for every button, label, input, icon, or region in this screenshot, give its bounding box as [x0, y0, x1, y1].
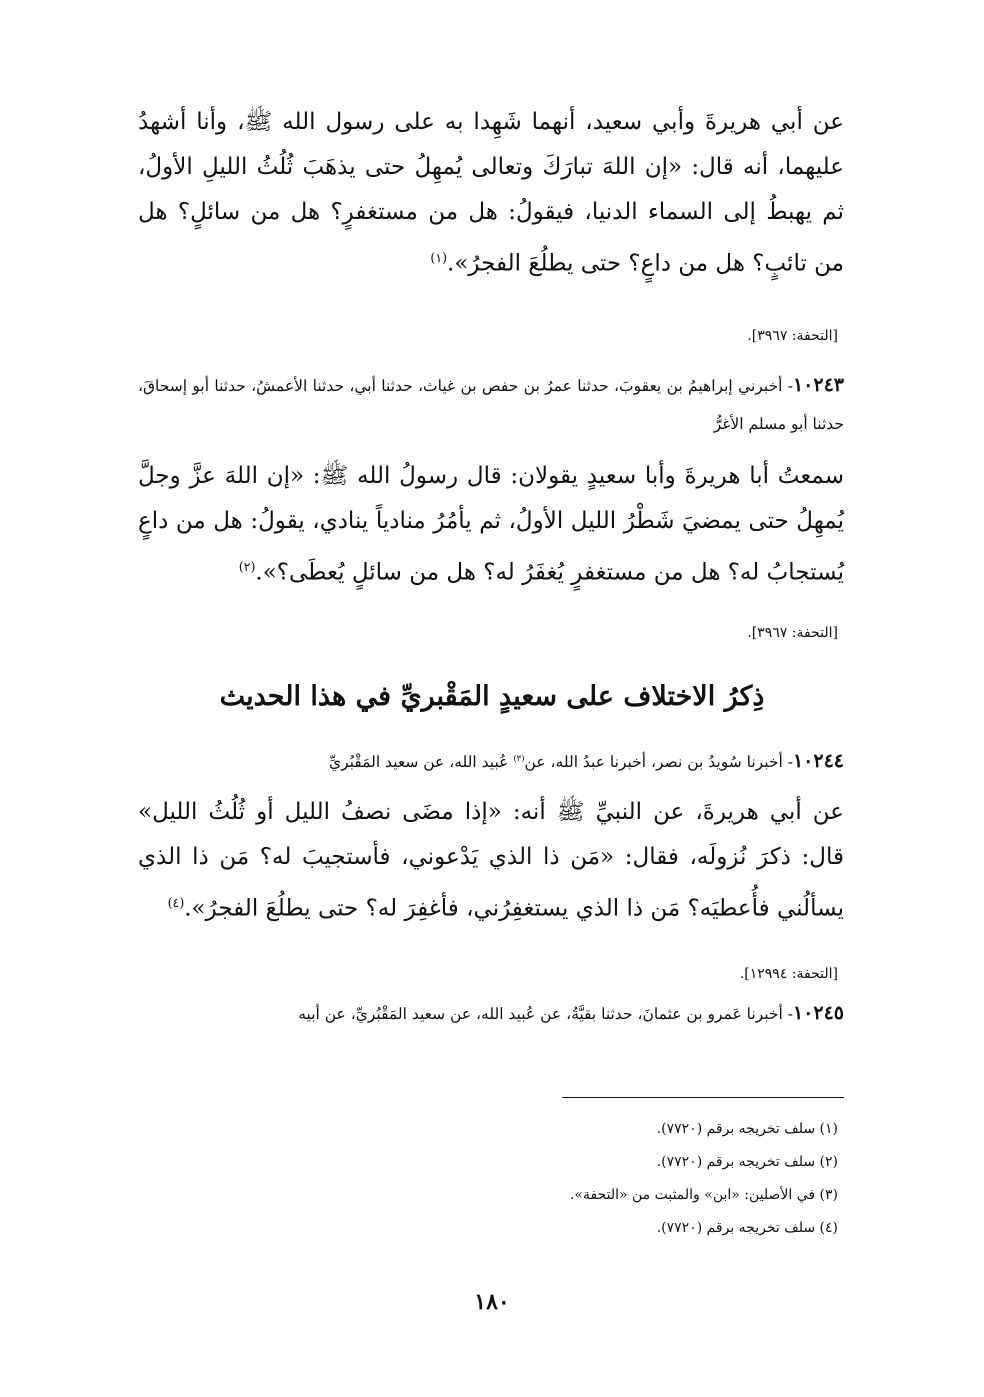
footnotes: [338, 1113, 838, 1245]
footnote: (٣) في الأصلين: «ابن» والمثبت من «التحفة».: [569, 1187, 838, 1203]
tuhfa-reference: [التحفة: ٣٩٦٧].: [747, 625, 838, 641]
section-heading: ذِكرُ الاختلاف على سعيدٍ المَقْبريِّ في هذا الحديث: [219, 681, 765, 712]
footnote-separator: [562, 1097, 844, 1098]
footnote-ref-2: (٢): [238, 559, 256, 574]
hadith-number: ١٠٢٤٤: [792, 750, 844, 773]
passage-paragraph: [138, 100, 844, 287]
passage-text: عن أبي هريرةَ وأبي سعيد، أنهما شَهِدا به على رسول الله ﷺ، وأنا أشهدُ عليهما، أنه قال: «إن اللهَ تبارَكَ وتعالى يُمهِلُ حتى يذهَبَ ثُلُثُ الليلِ الأولُ، ثم يهبطُ إلى السماء الدنيا، فيقولُ: هل من مستغفرٍ؟ هل من سائلٍ؟ هل من تائبٍ؟ هل من داعٍ؟ حتى يطلُعَ الفجرُ».: [138, 109, 844, 277]
isnad-text: - أخبرنا عَمرو بن عثمانَ، حدثنا بقيَّةُ، عن عُبيد الله، عن سعيد المَقْبُريِّ، عن أبيه: [298, 1005, 793, 1023]
hadith-number: ١٠٢٤٥: [792, 1002, 844, 1024]
page-number: ١٨٠: [474, 1289, 510, 1315]
isnad-text: - أخبرني إبراهيمُ بن يعقوبَ، حدثنا عمرُ بن حفص بن غياث، حدثنا أبي، حدثنا الأعمشُ، حدثنا أبو إسحاقَ، حدثنا أبو مسلم الأغرُّ: [138, 377, 844, 433]
hadith-10243-isnad: [138, 366, 844, 443]
isnad-text: عُبيد الله، عن سعيد المَقْبُريِّ: [328, 753, 514, 772]
matn-text: عن أبي هريرةَ، عن النبيِّ ﷺ أنه: «إذا مضَى نصفُ الليل أو ثُلُثُ الليل» قال: ذكرَ نُزولَه، فقال: «مَن ذا الذي يَدْعوني، فأستجيبَ له؟ مَن ذا الذي يسألُني فأُعطيَه؟ مَن ذا الذي يستغفِرُني، فأغفِرَ له؟ حتى يطلُعَ الفجرُ».: [138, 799, 844, 922]
footnote-ref-1: (١): [430, 250, 448, 265]
hadith-10244-isnad: [138, 740, 844, 781]
hadith-10245-isnad: [138, 994, 844, 1033]
matn-text: سمعتُ أبا هريرةَ وأبا سعيدٍ يقولان: قال رسولُ الله ﷺ: «إن اللهَ عزَّ وجلَّ يُمهِلُ حتى يمضيَ شَطْرُ الليل الأولُ، ثم يأمُرُ منادياً ينادي، يقولُ: هل من داعٍ يُستجابُ له؟ هل من مستغفرٍ يُغفَرُ له؟ هل من سائلٍ يُعطَى؟».: [138, 463, 844, 586]
tuhfa-reference: [التحفة: ١٢٩٩٤].: [739, 966, 838, 982]
hadith-number: ١٠٢٤٣: [792, 374, 844, 396]
hadith-10243-matn: [138, 454, 844, 596]
footnote: (٤) سلف تخريجه برقم (٧٧٢٠).: [656, 1220, 838, 1236]
footnote: (١) سلف تخريجه برقم (٧٧٢٠).: [656, 1121, 838, 1137]
hadith-10244-matn: [138, 790, 844, 932]
footnote-ref-4: (٤): [167, 895, 185, 910]
isnad-text: - أخبرنا سُويدُ بن نصر، أخبرنا عبدُ الله، عن: [524, 753, 793, 772]
tuhfa-reference: [التحفة: ٣٩٦٧].: [747, 328, 838, 344]
footnote: (٢) سلف تخريجه برقم (٧٧٢٠).: [656, 1154, 838, 1170]
footnote-ref-3: (٣): [513, 754, 525, 764]
